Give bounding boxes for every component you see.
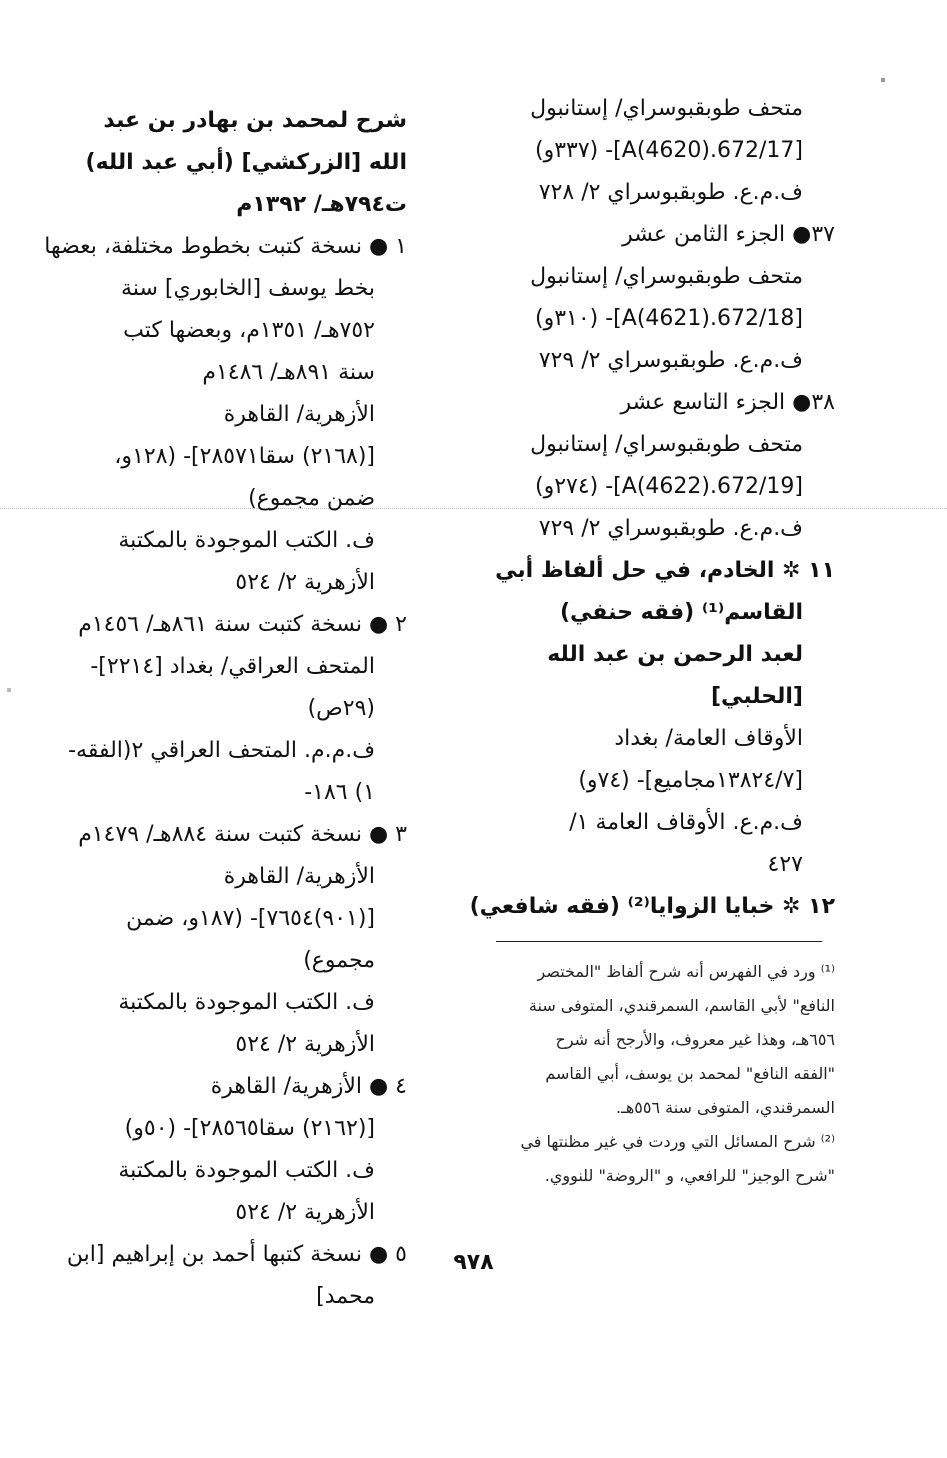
text-line: لعبد الرحمن بن عبد الله bbox=[547, 642, 803, 667]
text-line: الأوقاف العامة/ بغداد bbox=[614, 726, 803, 751]
text-line: [١٣٨٢٤/٧مجاميع]- (٧٤و) bbox=[578, 768, 803, 793]
footnotes bbox=[505, 955, 835, 1193]
text-line: ١ ● نسخة كتبت بخطوط مختلفة، بعضها bbox=[44, 234, 407, 259]
text-line: [(٢١٦٨) سقا٢٨٥٧١]- (١٢٨و، bbox=[114, 444, 375, 469]
footnote-line: "شرح الوجيز" للرافعي، و "الروضة" للنووي. bbox=[544, 1166, 835, 1185]
text-line: [672/17.A(4620)]- (٣٣٧و) bbox=[535, 138, 803, 163]
text-line: ٤ ● الأزهرية/ القاهرة bbox=[210, 1074, 407, 1099]
text-line: ف. الكتب الموجودة بالمكتبة bbox=[118, 1158, 375, 1183]
text-line: القاسم⁽¹⁾ (فقه حنفي) bbox=[559, 600, 803, 625]
text-line: ١١ ✲ الخادم، في حل ألفاظ أبي bbox=[495, 558, 835, 583]
text-line: محمد] bbox=[316, 1284, 375, 1309]
footnote-line: ⁽¹⁾ ورد في الفهرس أنه شرح ألفاظ "المختصر bbox=[537, 962, 835, 981]
text-line: [672/18.A(4621)]- (٣١٠و) bbox=[535, 306, 803, 331]
text-line: الأزهرية ٢/ ٥٢٤ bbox=[235, 1032, 375, 1057]
text-line: الأزهرية ٢/ ٥٢٤ bbox=[235, 570, 375, 595]
text-line: ٣٧● الجزء الثامن عشر bbox=[622, 222, 835, 247]
text-line: ١) ١٨٦- bbox=[304, 780, 375, 805]
right-column bbox=[469, 88, 835, 928]
text-line: متحف طوبقبوسراي/ إستانبول bbox=[530, 96, 803, 121]
scan-mark bbox=[7, 688, 11, 692]
left-column bbox=[44, 100, 407, 1318]
text-line: الله [الزركشي] (أبي عبد الله) bbox=[85, 150, 407, 175]
text-line: ف.م.ع. طوبقبوسراي ٢/ ٧٢٩ bbox=[538, 348, 803, 373]
text-line: [(٩٠١)٧٦٥٤]- (١٨٧و، ضمن bbox=[126, 906, 375, 931]
footnote-line: السمرقندي، المتوفى سنة ٥٥٦هـ. bbox=[616, 1098, 835, 1117]
text-line: ضمن مجموع) bbox=[248, 486, 375, 511]
scan-mark bbox=[881, 78, 885, 82]
text-line: ٧٥٢هـ/ ١٣٥١م، وبعضها كتب bbox=[123, 318, 375, 343]
text-line: ف.م.ع. طوبقبوسراي ٢/ ٧٢٨ bbox=[538, 180, 803, 205]
text-line: ف. الكتب الموجودة بالمكتبة bbox=[118, 990, 375, 1015]
text-line: ف.م.م. المتحف العراقي ٢(الفقه- bbox=[68, 738, 375, 763]
text-line: ٢ ● نسخة كتبت سنة ٨٦١هـ/ ١٤٥٦م bbox=[78, 612, 407, 637]
footnote-line: ⁽²⁾ شرح المسائل التي وردت في غير مظنتها في bbox=[520, 1132, 835, 1151]
text-line: ٣ ● نسخة كتبت سنة ٨٨٤هـ/ ١٤٧٩م bbox=[78, 822, 407, 847]
text-line: ٣٨● الجزء التاسع عشر bbox=[620, 390, 835, 415]
text-line: ف. الكتب الموجودة بالمكتبة bbox=[118, 528, 375, 553]
text-line: الأزهرية ٢/ ٥٢٤ bbox=[235, 1200, 375, 1225]
text-line: ١٢ ✲ خبايا الزوايا⁽²⁾ (فقه شافعي) bbox=[469, 894, 835, 919]
page-number: ٩٧٨ bbox=[453, 1250, 494, 1275]
text-line: سنة ٨٩١هـ/ ١٤٨٦م bbox=[202, 360, 375, 385]
text-line: ف.م.ع. الأوقاف العامة ١/ bbox=[569, 810, 803, 835]
text-line: مجموع) bbox=[303, 948, 375, 973]
text-line: متحف طوبقبوسراي/ إستانبول bbox=[530, 264, 803, 289]
text-line: ف.م.ع. طوبقبوسراي ٢/ ٧٢٩ bbox=[538, 516, 803, 541]
text-line: المتحف العراقي/ بغداد [٢٢١٤]- bbox=[90, 654, 375, 679]
text-line: ٤٢٧ bbox=[767, 852, 803, 877]
text-line: ت٧٩٤هـ/ ١٣٩٢م bbox=[236, 192, 407, 217]
text-line: الأزهرية/ القاهرة bbox=[223, 864, 375, 889]
footnote-line: ٦٥٦هـ، وهذا غير معروف، والأرجح أنه شرح bbox=[555, 1030, 835, 1049]
text-line: متحف طوبقبوسراي/ إستانبول bbox=[530, 432, 803, 457]
text-line: شرح لمحمد بن بهادر بن عبد bbox=[103, 108, 407, 133]
text-line: [672/19.A(4622)]- (٢٧٤و) bbox=[535, 474, 803, 499]
text-line: [الحلبي] bbox=[711, 684, 803, 709]
text-line: ٥ ● نسخة كتبها أحمد بن إبراهيم [ابن bbox=[66, 1242, 407, 1267]
text-line: [(٢١٦٢) سقا٢٨٥٦٥]- (٥٠و) bbox=[124, 1116, 375, 1141]
text-line: الأزهرية/ القاهرة bbox=[223, 402, 375, 427]
text-line: بخط يوسف [الخابوري] سنة bbox=[121, 276, 375, 301]
footnote-line: "الفقه النافع" لمحمد بن يوسف، أبي القاسم bbox=[545, 1064, 835, 1083]
text-line: (٢٩ص) bbox=[307, 696, 375, 721]
footnote-line: النافع" لأبي القاسم، السمرقندي، المتوفى سنة bbox=[528, 996, 835, 1015]
footnote-separator bbox=[496, 941, 822, 942]
